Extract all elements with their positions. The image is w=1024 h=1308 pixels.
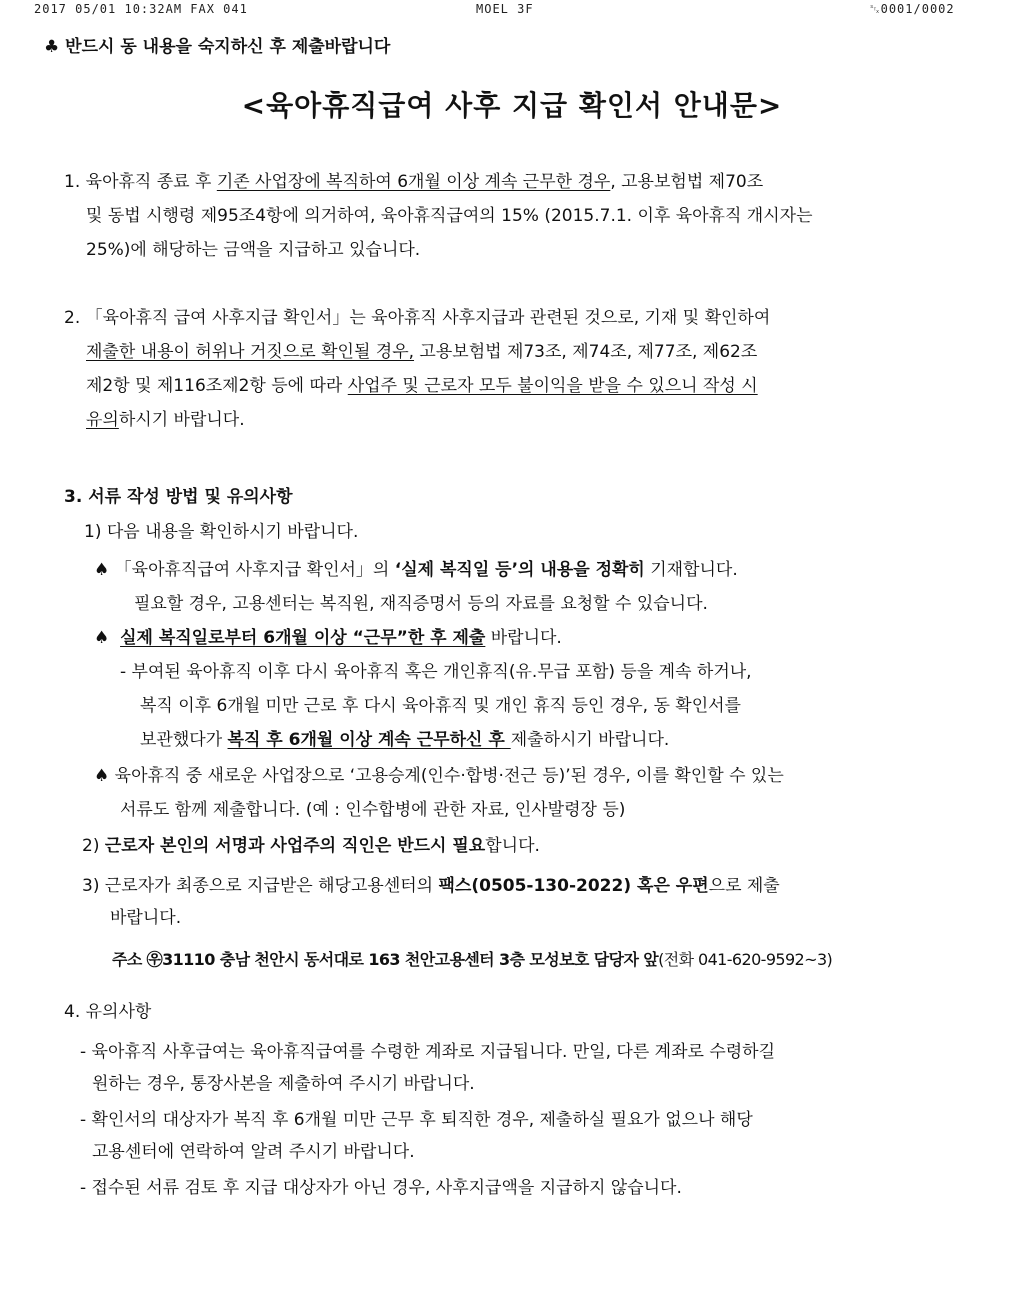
section-3-bullet-1-line-2: 필요할 경우, 고용센터는 복직원, 재직증명서 등의 자료를 요청할 수 있습니다. xyxy=(134,594,708,614)
section-3-item-3-text-a: 3) 근로자가 최종으로 지급받은 해당고용센터의 xyxy=(82,876,439,896)
section-3-item-1: 1) 다음 내용을 확인하시기 바랍니다. xyxy=(84,522,359,542)
section-2-text-2: 고용보험법 제73조, 제74조, 제77조, 제62조 xyxy=(414,342,758,362)
section-3-bullet-3-line-1: ♠ 육아휴직 중 새로운 사업장으로 ‘고용승계(인수·합병·전근 등)’된 경우, 이를 확인할 수 있는 xyxy=(94,766,784,786)
section-3-bullet-3-line-2: 서류도 함께 제출합니다. (예 : 인수합병에 관한 자료, 인사발령장 등) xyxy=(120,800,626,820)
address-phone: (전화 041-620-9592~3) xyxy=(658,950,833,969)
section-4-item-1-line-2: 원하는 경우, 통장사본을 제출하여 주시기 바랍니다. xyxy=(92,1074,475,1094)
section-2-line-4 xyxy=(86,408,245,432)
section-3-dash-line-3 xyxy=(140,728,669,752)
section-3-heading: 3. 서류 작성 방법 및 유의사항 xyxy=(64,487,293,507)
section-3-dash-line-1: - 부여된 육아휴직 이후 다시 육아휴직 혹은 개인휴직(유.무급 포함) 등을 계속 하거나, xyxy=(120,662,752,682)
section-4-item-3: - 접수된 서류 검토 후 지급 대상자가 아닌 경우, 사후지급액을 지급하지 않습니다. xyxy=(80,1178,682,1198)
section-2-text-4: 하시기 바랍니다. xyxy=(118,410,245,430)
section-1-text-b: , 고용보험법 제70조 xyxy=(610,172,764,192)
section-2-line-2 xyxy=(86,340,757,364)
section-3-item-2 xyxy=(82,834,540,858)
section-2-line-1 xyxy=(64,306,770,330)
section-3-bullet-2-text: 바랍니다. xyxy=(485,628,562,648)
section-2-underline-2: 사업주 및 근로자 모두 불이익을 받을 수 있으니 작성 시 xyxy=(347,376,758,396)
section-3-dash-text-a: 보관했다가 xyxy=(140,730,228,750)
section-3-item-3-bold: 팩스(0505-130-2022) 혹은 우편 xyxy=(438,876,709,896)
page-title: <육아휴직급여 사후 지급 확인서 안내문> xyxy=(241,89,783,122)
section-1-line-1 xyxy=(64,170,763,194)
section-2-underline-1: 제출한 내용이 허위나 거짓으로 확인될 경우, xyxy=(86,342,415,362)
section-4-item-2-line-1: - 확인서의 대상자가 복직 후 6개월 미만 근무 후 퇴직한 경우, 제출하실 필요가 없으나 해당 xyxy=(80,1110,753,1130)
section-2-text: 「육아휴직 급여 사후지급 확인서」는 육아휴직 사후지급과 관련된 것으로, 기재 및 확인하여 xyxy=(85,308,771,328)
section-3-bullet-1-text-a: ♠ 「육아휴직급여 사후지급 확인서」의 xyxy=(94,560,395,580)
section-3-bullet-2 xyxy=(94,626,562,650)
section-2-text-3: 제2항 및 제116조제2항 등에 따라 xyxy=(86,376,348,396)
spade-icon: ♠ xyxy=(94,628,110,648)
notice: ♣ 반드시 동 내용을 숙지하신 후 제출바랍니다 xyxy=(44,37,391,57)
section-1-line-2: 및 동법 시행령 제95조4항에 의거하여, 육아휴직급여의 15% (2015.7.1. 이후 육아휴직 개시자는 xyxy=(86,206,813,226)
section-3-item-3-text-b: 으로 제출 xyxy=(708,876,780,896)
section-2-line-3 xyxy=(86,374,758,398)
fax-header-right: ␂0001/0002 xyxy=(870,2,955,16)
section-1-line-3: 25%)에 해당하는 금액을 지급하고 있습니다. xyxy=(86,240,421,260)
section-2-underline-3: 유의 xyxy=(86,410,119,430)
address-line xyxy=(112,948,832,972)
section-3-bullet-2-bold: 실제 복직일로부터 6개월 이상 “근무”한 후 제출 xyxy=(120,628,486,648)
section-2-number: 2. xyxy=(64,308,81,328)
section-1-number: 1. xyxy=(64,172,81,192)
section-1-underline: 기존 사업장에 복직하여 6개월 이상 계속 근무한 경우 xyxy=(216,172,611,192)
section-3-bullet-1-bold: ‘실제 복직일 등’의 내용을 정확히 xyxy=(394,560,645,580)
section-3-dash-text-b: 제출하시기 바랍니다. xyxy=(510,730,670,750)
section-3-bullet-1-text-b: 기재합니다. xyxy=(644,560,738,580)
section-3-item-2-text: 합니다. xyxy=(485,836,540,856)
section-3-bullet-1 xyxy=(94,558,738,582)
section-3-dash-line-2: 복직 이후 6개월 미만 근로 후 다시 육아휴직 및 개인 휴직 등인 경우, 동 확인서를 xyxy=(140,696,741,716)
section-3-item-2-bold: 근로자 본인의 서명과 사업주의 직인은 반드시 필요 xyxy=(104,836,486,856)
section-3-dash-bold: 복직 후 6개월 이상 계속 근무하신 후 xyxy=(227,730,511,750)
section-4-item-1-line-1: - 육아휴직 사후급여는 육아휴직급여를 수령한 계좌로 지급됩니다. 만일, 다른 계좌로 수령하길 xyxy=(80,1042,776,1062)
section-3-item-3 xyxy=(82,874,780,898)
fax-header-center: MOEL 3F xyxy=(476,2,534,16)
section-3-item-2-num: 2) xyxy=(82,836,105,856)
section-3-item-3-line-2: 바랍니다. xyxy=(110,908,182,928)
section-4-item-2-line-2: 고용센터에 연락하여 알려 주시기 바랍니다. xyxy=(92,1142,415,1162)
fax-header xyxy=(0,2,1024,16)
section-1-text-a: 육아휴직 종료 후 xyxy=(85,172,217,192)
section-4-heading: 4. 유의사항 xyxy=(64,1002,152,1022)
fax-header-left: 2017 05/01 10:32AM FAX 041 xyxy=(34,2,248,16)
address-bold: 주소 ㉾31110 충남 천안시 동서대로 163 천안고용센터 3층 모성보호 담당자 앞 xyxy=(112,950,659,969)
